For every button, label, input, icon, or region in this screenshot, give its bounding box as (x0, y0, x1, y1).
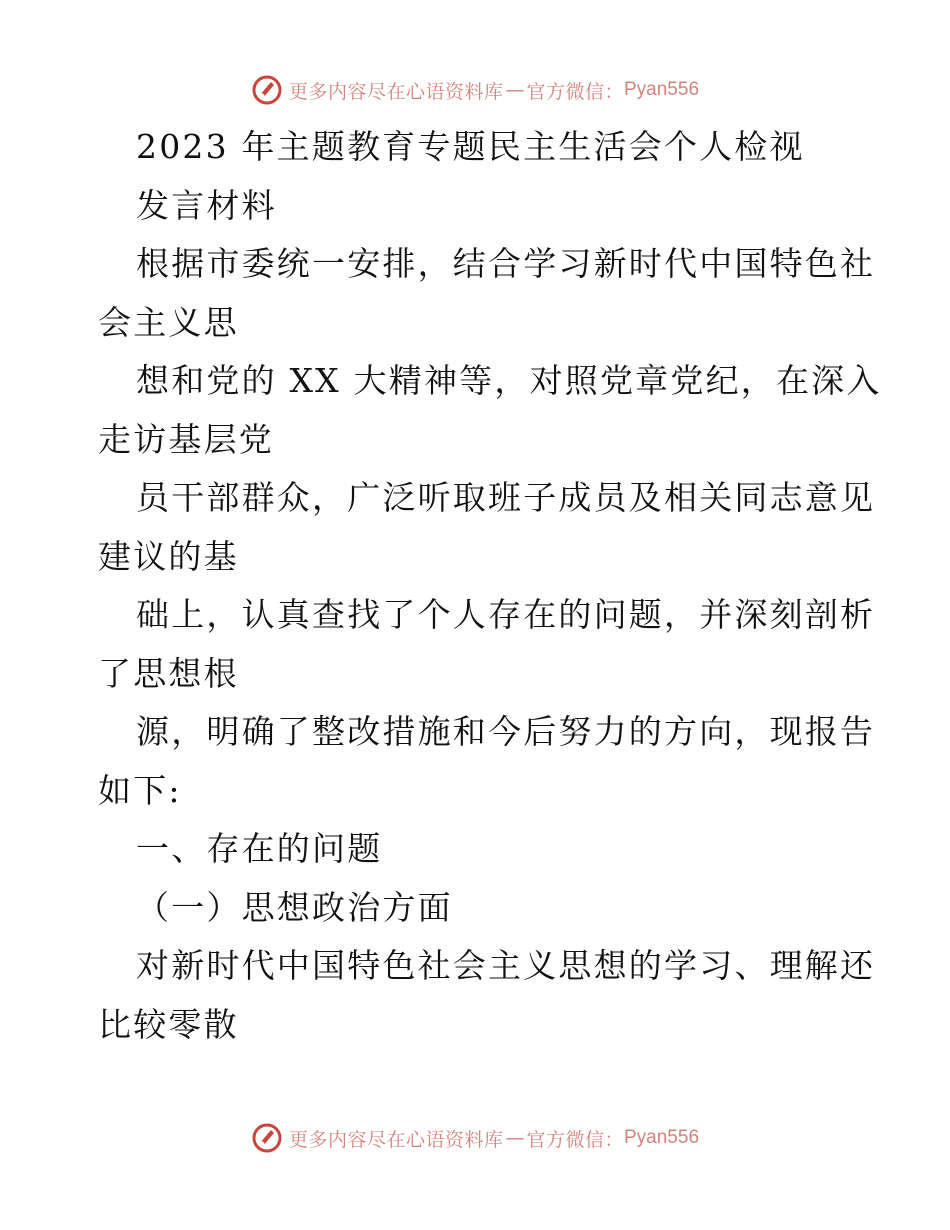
subsection-heading: （一）思想政治方面 (136, 887, 453, 927)
doc-paragraph-line: 如下: (98, 770, 182, 810)
doc-title-line-2: 发言材料 (136, 185, 277, 225)
doc-paragraph-line: 对新时代中国特色社会主义思想的学习、理解还 (136, 946, 876, 985)
watermark-wechat-label: 官方微信： (526, 80, 624, 103)
watermark-text: 更多内容尽在心语资料库 (288, 1128, 504, 1151)
doc-paragraph-line: 员干部群众，广泛听取班子成员及相关同志意见 (136, 478, 876, 517)
footer-watermark (0, 1118, 950, 1158)
doc-paragraph-line: 走访基层党 (98, 419, 274, 459)
doc-paragraph-line: 了思想根 (98, 653, 239, 693)
watermark-separator: — (505, 79, 525, 101)
section-heading: 一、存在的问题 (136, 829, 383, 868)
watermark-wechat-id: Pyan556 (624, 1127, 700, 1148)
document-body (98, 118, 882, 1054)
seal-logo-icon (251, 74, 283, 106)
watermark-wechat-id: Pyan556 (624, 79, 700, 100)
doc-paragraph-line: 建议的基 (98, 536, 239, 576)
watermark-separator: — (505, 1127, 525, 1149)
seal-logo-icon (251, 1122, 283, 1154)
doc-paragraph-line: 根据市委统一安排，结合学习新时代中国特色社 (136, 244, 876, 283)
doc-paragraph-line: 础上，认真查找了个人存在的问题，并深刻剖析 (136, 595, 876, 634)
doc-paragraph-line: 比较零散 (98, 1004, 239, 1044)
doc-title-line-1: 2023 年主题教育专题民主生活会个人检视 (136, 127, 805, 166)
doc-paragraph-line: 想和党的 XX 大精神等，对照党章党纪，在深入 (136, 361, 882, 400)
doc-paragraph-line: 会主义思 (98, 302, 239, 342)
watermark-wechat-label: 官方微信： (526, 1128, 624, 1151)
doc-paragraph-line: 源，明确了整改措施和今后努力的方向，现报告 (136, 712, 876, 751)
watermark-text: 更多内容尽在心语资料库 (288, 80, 504, 103)
header-watermark (0, 70, 950, 110)
